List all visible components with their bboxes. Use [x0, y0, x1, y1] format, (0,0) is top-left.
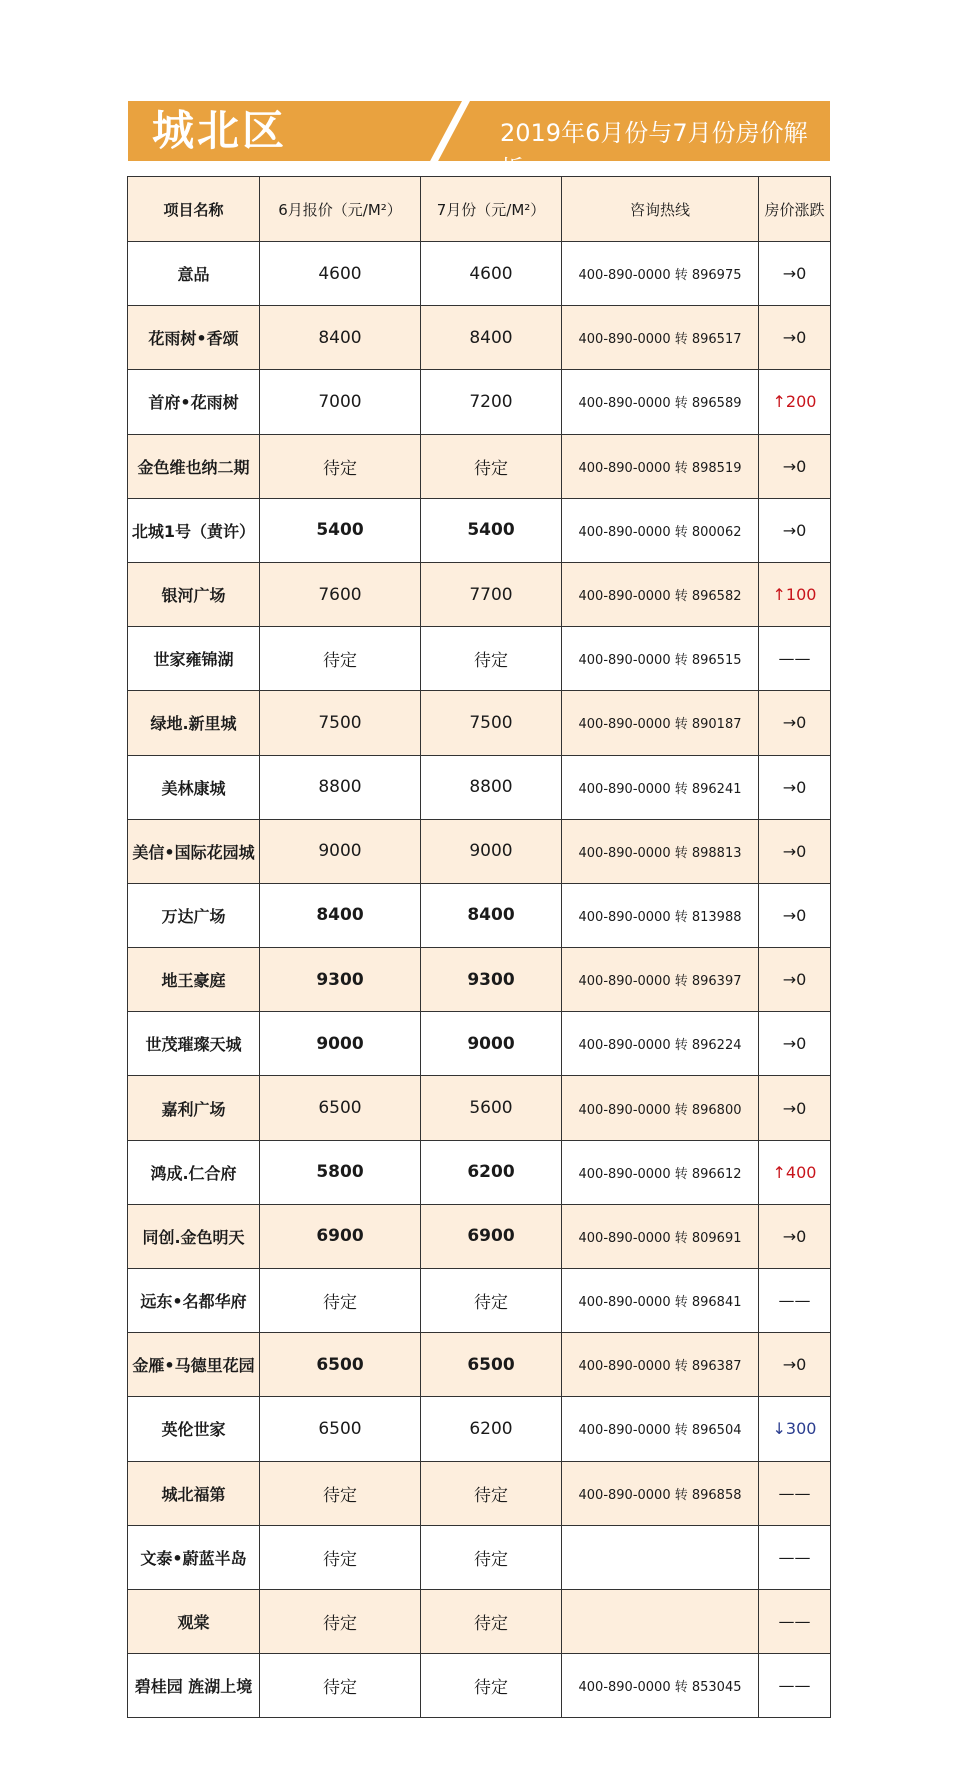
- district-title: 城北区: [152, 106, 288, 155]
- july-price-cell: 8800: [421, 755, 562, 819]
- project-name-cell: 花雨树•香颂: [128, 306, 260, 370]
- july-price-cell: 待定: [421, 1525, 562, 1589]
- price-change-cell: →0: [759, 434, 831, 498]
- table-row: [128, 1397, 831, 1461]
- hotline-cell: 400-890-0000 转 896858: [562, 1461, 759, 1525]
- price-change-cell: ——: [759, 627, 831, 691]
- hotline-cell: 400-890-0000 转 896589: [562, 370, 759, 434]
- june-price-cell: 4600: [260, 242, 421, 306]
- price-table: [127, 176, 831, 1718]
- july-price-cell: 9000: [421, 819, 562, 883]
- project-name-cell: 美林康城: [128, 755, 260, 819]
- june-price-cell: 8400: [260, 306, 421, 370]
- table-row: [128, 883, 831, 947]
- price-change-cell: →0: [759, 883, 831, 947]
- june-price-cell: 9000: [260, 1012, 421, 1076]
- project-name-cell: 世家雍锦湖: [128, 627, 260, 691]
- july-price-cell: 7500: [421, 691, 562, 755]
- price-change-cell: ↓300: [759, 1397, 831, 1461]
- table-header-row: [128, 177, 831, 242]
- project-name-cell: 远东•名都华府: [128, 1269, 260, 1333]
- table-row: [128, 1654, 831, 1718]
- june-price-cell: 5800: [260, 1140, 421, 1204]
- project-name-cell: 鸿成.仁合府: [128, 1140, 260, 1204]
- table-row: [128, 1076, 831, 1140]
- june-price-cell: 6500: [260, 1333, 421, 1397]
- july-price-cell: 9300: [421, 948, 562, 1012]
- price-change-cell: ——: [759, 1525, 831, 1589]
- project-name-cell: 首府•花雨树: [128, 370, 260, 434]
- hotline-cell: 400-890-0000 转 809691: [562, 1204, 759, 1268]
- price-change-cell: →0: [759, 755, 831, 819]
- district-banner: [128, 101, 830, 183]
- project-name-cell: 地王豪庭: [128, 948, 260, 1012]
- june-price-cell: 待定: [260, 1461, 421, 1525]
- hotline-cell: 400-890-0000 转 853045: [562, 1654, 759, 1718]
- project-name-cell: 金雁•马德里花园: [128, 1333, 260, 1397]
- hotline-cell: [562, 1525, 759, 1589]
- project-name-cell: 文泰•蔚蓝半岛: [128, 1525, 260, 1589]
- june-price-cell: 待定: [260, 1269, 421, 1333]
- col-header-project-name: 项目名称: [128, 177, 260, 242]
- june-price-cell: 5400: [260, 498, 421, 562]
- table-row: [128, 306, 831, 370]
- july-price-cell: 4600: [421, 242, 562, 306]
- june-price-cell: 6500: [260, 1076, 421, 1140]
- july-price-cell: 待定: [421, 434, 562, 498]
- table-row: [128, 498, 831, 562]
- july-price-cell: 待定: [421, 1589, 562, 1653]
- july-price-cell: 8400: [421, 883, 562, 947]
- july-price-cell: 待定: [421, 627, 562, 691]
- price-change-cell: →0: [759, 948, 831, 1012]
- june-price-cell: 9000: [260, 819, 421, 883]
- project-name-cell: 嘉利广场: [128, 1076, 260, 1140]
- price-change-cell: →0: [759, 306, 831, 370]
- report-subtitle: 2019年6月份与7月份房价解析: [500, 119, 808, 183]
- project-name-cell: 绿地.新里城: [128, 691, 260, 755]
- hotline-cell: 400-890-0000 转 896612: [562, 1140, 759, 1204]
- june-price-cell: 8800: [260, 755, 421, 819]
- hotline-cell: 400-890-0000 转 896387: [562, 1333, 759, 1397]
- june-price-cell: 6500: [260, 1397, 421, 1461]
- hotline-cell: 400-890-0000 转 896224: [562, 1012, 759, 1076]
- project-name-cell: 万达广场: [128, 883, 260, 947]
- july-price-cell: 6200: [421, 1140, 562, 1204]
- july-price-cell: 6200: [421, 1397, 562, 1461]
- project-name-cell: 城北福第: [128, 1461, 260, 1525]
- july-price-cell: 待定: [421, 1461, 562, 1525]
- table-row: [128, 242, 831, 306]
- price-change-cell: →0: [759, 242, 831, 306]
- price-change-cell: ↑100: [759, 562, 831, 626]
- table-row: [128, 819, 831, 883]
- june-price-cell: 9300: [260, 948, 421, 1012]
- table-row: [128, 1589, 831, 1653]
- july-price-cell: 待定: [421, 1654, 562, 1718]
- price-change-cell: ↑400: [759, 1140, 831, 1204]
- banner-slash-divider: [419, 101, 470, 181]
- price-change-cell: ——: [759, 1654, 831, 1718]
- project-name-cell: 美信•国际花园城: [128, 819, 260, 883]
- july-price-cell: 5600: [421, 1076, 562, 1140]
- project-name-cell: 英伦世家: [128, 1397, 260, 1461]
- july-price-cell: 待定: [421, 1269, 562, 1333]
- price-change-cell: →0: [759, 819, 831, 883]
- table-row: [128, 1525, 831, 1589]
- table-row: [128, 691, 831, 755]
- hotline-cell: 400-890-0000 转 896841: [562, 1269, 759, 1333]
- table-row: [128, 1333, 831, 1397]
- june-price-cell: 待定: [260, 1654, 421, 1718]
- table-row: [128, 1204, 831, 1268]
- hotline-cell: 400-890-0000 转 896800: [562, 1076, 759, 1140]
- price-change-cell: ——: [759, 1589, 831, 1653]
- hotline-cell: 400-890-0000 转 898519: [562, 434, 759, 498]
- hotline-cell: 400-890-0000 转 896517: [562, 306, 759, 370]
- price-change-cell: →0: [759, 1076, 831, 1140]
- table-row: [128, 562, 831, 626]
- july-price-cell: 6900: [421, 1204, 562, 1268]
- price-change-cell: →0: [759, 1333, 831, 1397]
- hotline-cell: 400-890-0000 转 800062: [562, 498, 759, 562]
- july-price-cell: 7200: [421, 370, 562, 434]
- hotline-cell: 400-890-0000 转 896397: [562, 948, 759, 1012]
- price-change-cell: →0: [759, 691, 831, 755]
- table-row: [128, 755, 831, 819]
- june-price-cell: 待定: [260, 434, 421, 498]
- project-name-cell: 北城1号（黄许）: [128, 498, 260, 562]
- july-price-cell: 9000: [421, 1012, 562, 1076]
- hotline-cell: 400-890-0000 转 896241: [562, 755, 759, 819]
- hotline-cell: 400-890-0000 转 896515: [562, 627, 759, 691]
- project-name-cell: 银河广场: [128, 562, 260, 626]
- july-price-cell: 8400: [421, 306, 562, 370]
- col-header-june-price: 6月报价（元/M²）: [260, 177, 421, 242]
- hotline-cell: 400-890-0000 转 898813: [562, 819, 759, 883]
- col-header-july-price: 7月份（元/M²）: [421, 177, 562, 242]
- project-name-cell: 金色维也纳二期: [128, 434, 260, 498]
- june-price-cell: 待定: [260, 1525, 421, 1589]
- july-price-cell: 6500: [421, 1333, 562, 1397]
- col-header-hotline: 咨询热线: [562, 177, 759, 242]
- price-change-cell: ——: [759, 1461, 831, 1525]
- june-price-cell: 7000: [260, 370, 421, 434]
- project-name-cell: 意品: [128, 242, 260, 306]
- july-price-cell: 5400: [421, 498, 562, 562]
- table-row: [128, 1012, 831, 1076]
- price-change-cell: ——: [759, 1269, 831, 1333]
- hotline-cell: [562, 1589, 759, 1653]
- june-price-cell: 6900: [260, 1204, 421, 1268]
- project-name-cell: 观棠: [128, 1589, 260, 1653]
- col-header-price-change: 房价涨跌: [759, 177, 831, 242]
- hotline-cell: 400-890-0000 转 896504: [562, 1397, 759, 1461]
- hotline-cell: 400-890-0000 转 896582: [562, 562, 759, 626]
- table-row: [128, 370, 831, 434]
- price-change-cell: →0: [759, 498, 831, 562]
- june-price-cell: 待定: [260, 627, 421, 691]
- price-change-cell: ↑200: [759, 370, 831, 434]
- june-price-cell: 7500: [260, 691, 421, 755]
- hotline-cell: 400-890-0000 转 813988: [562, 883, 759, 947]
- june-price-cell: 8400: [260, 883, 421, 947]
- project-name-cell: 碧桂园 旌湖上境: [128, 1654, 260, 1718]
- table-row: [128, 627, 831, 691]
- table-row: [128, 1269, 831, 1333]
- hotline-cell: 400-890-0000 转 890187: [562, 691, 759, 755]
- table-row: [128, 948, 831, 1012]
- price-change-cell: →0: [759, 1204, 831, 1268]
- hotline-cell: 400-890-0000 转 896975: [562, 242, 759, 306]
- project-name-cell: 世茂璀璨天城: [128, 1012, 260, 1076]
- june-price-cell: 7600: [260, 562, 421, 626]
- table-row: [128, 1461, 831, 1525]
- table-row: [128, 1140, 831, 1204]
- june-price-cell: 待定: [260, 1589, 421, 1653]
- price-change-cell: →0: [759, 1012, 831, 1076]
- project-name-cell: 同创.金色明天: [128, 1204, 260, 1268]
- july-price-cell: 7700: [421, 562, 562, 626]
- table-row: [128, 434, 831, 498]
